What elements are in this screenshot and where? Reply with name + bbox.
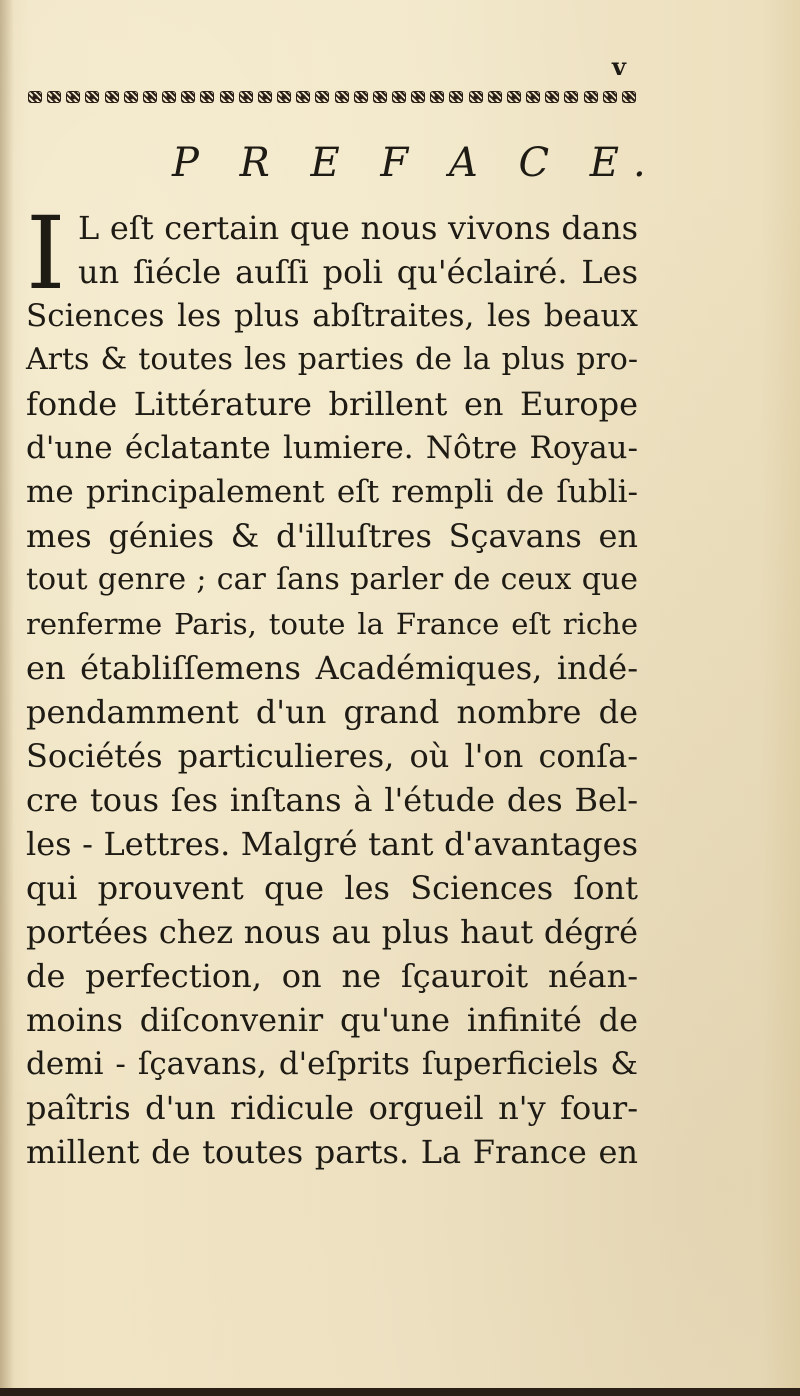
text-line: les - Lettres. Malgré tant d'avantages (26, 825, 638, 863)
text-line: moins diſconvenir qu'une infinité de (26, 1001, 638, 1039)
text-line: pendamment d'un grand nombre de (26, 693, 638, 731)
text-line: paîtris d'un ridicule orgueil n'y four- (26, 1089, 638, 1127)
page-title: P R E F A C E. (172, 140, 660, 186)
text-line: renferme Paris, toute la France eſt riche (26, 607, 638, 641)
text-line: portées chez nous au plus haut dégré (26, 913, 638, 951)
page-bottom-edge (0, 1388, 800, 1396)
text-line: Arts & toutes les parties de la plus pro- (26, 342, 638, 377)
gutter-shadow (0, 0, 14, 1396)
text-line: demi - ſçavans, d'eſprits ſuperficiels & (26, 1046, 638, 1082)
preface-body (26, 195, 638, 1174)
text-line: Sciences les plus abſtraites, les beaux (26, 298, 638, 334)
text-line: fonde Littérature brillent en Europe (26, 385, 638, 423)
drop-cap: I (26, 195, 66, 312)
opening-paragraph (26, 195, 638, 312)
decorative-ornament-band (26, 86, 638, 108)
text-line: Sociétés particulieres, où l'on conſa- (26, 737, 638, 775)
text-line: un ſiécle auſſi poli qu'éclairé. Les (78, 253, 638, 291)
text-line: me principalement eſt rempli de ſubli- (26, 474, 638, 510)
text-line: millent de toutes parts. La France en (26, 1133, 638, 1171)
text-line: d'une éclatante lumiere. Nôtre Royau- (26, 430, 638, 466)
text-line: qui prouvent que les Sciences ſont (26, 869, 638, 907)
text-line: mes génies & d'illuſtres Sçavans en (26, 517, 638, 555)
text-line: tout genre ; car ſans parler de ceux que (26, 562, 638, 597)
text-line: de perfection, on ne ſçauroit néan- (26, 957, 638, 995)
page-number: v (612, 52, 626, 81)
text-line: en établiſſemens Académiques, indé- (26, 649, 638, 687)
text-line: cre tous ſes inſtans à l'étude des Bel- (26, 781, 638, 819)
text-line: L eſt certain que nous vivons dans (78, 209, 638, 247)
